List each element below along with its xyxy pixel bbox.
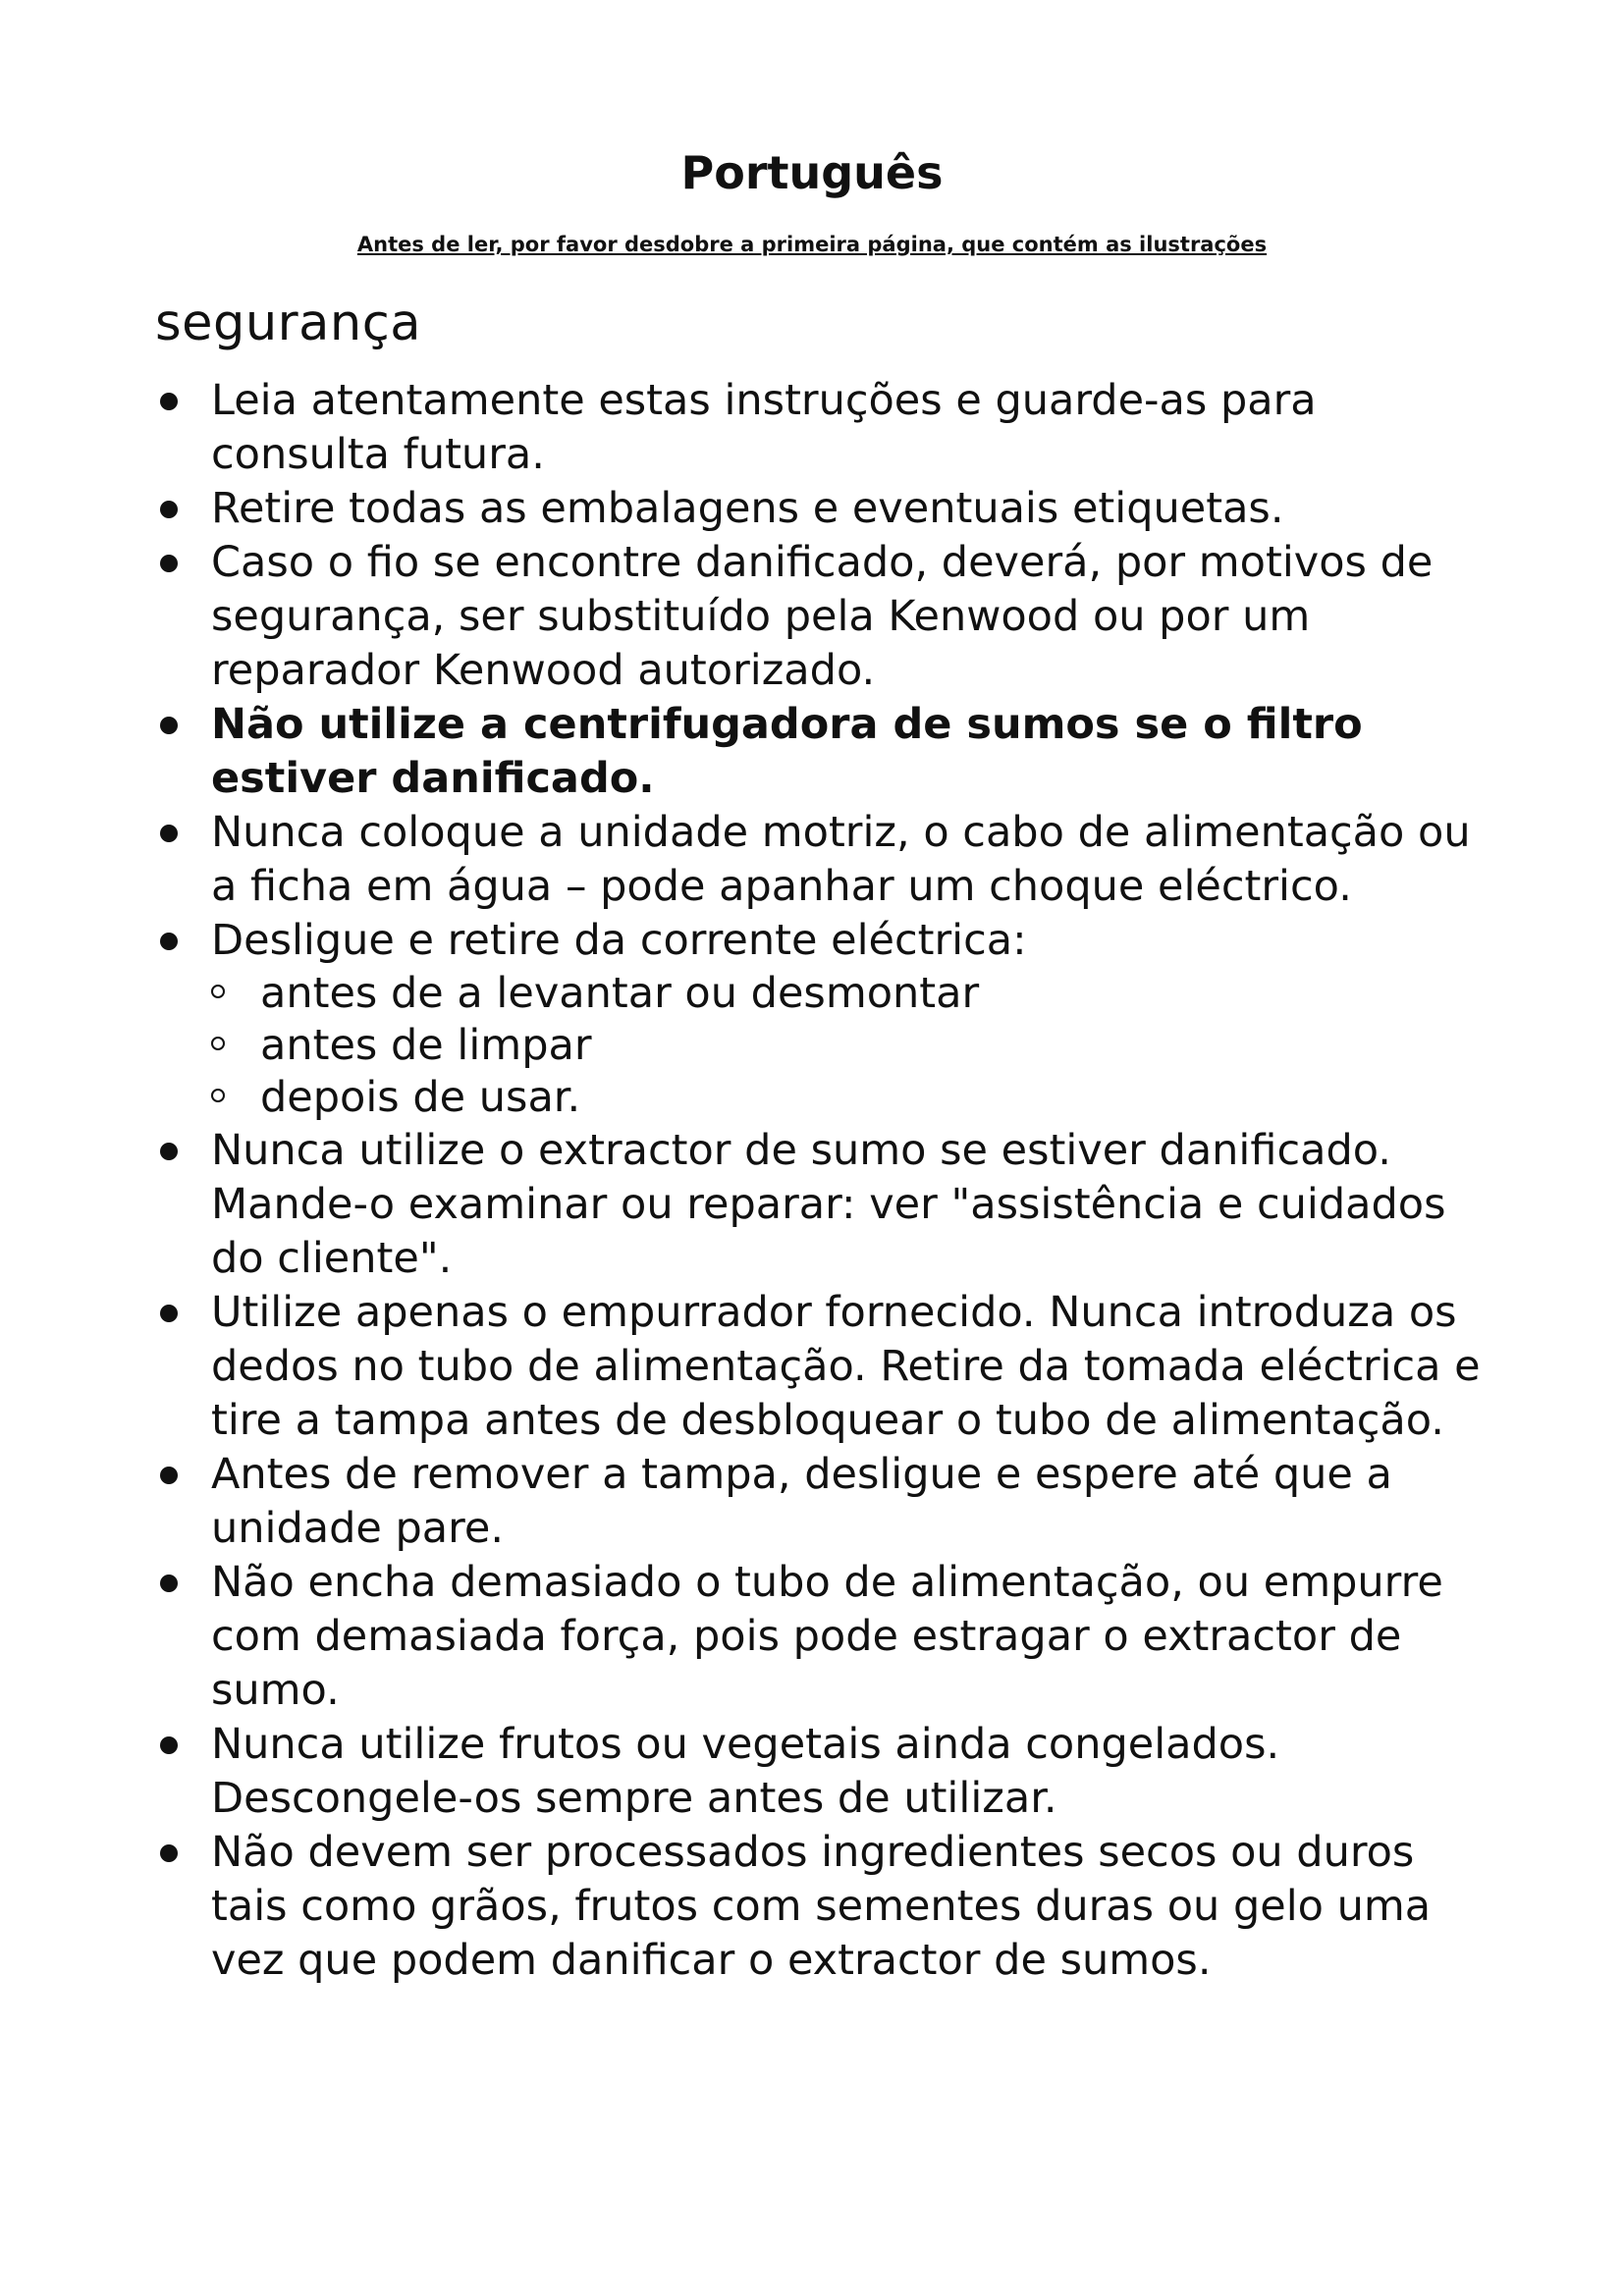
sub-item-text: antes de limpar xyxy=(260,1021,592,1070)
safety-item xyxy=(0,1718,1488,1826)
safety-item-warning xyxy=(0,698,1488,806)
safety-instructions-list xyxy=(0,374,1624,1988)
bullet-icon xyxy=(160,717,178,734)
safety-item xyxy=(0,482,1488,536)
safety-item-text: Caso o fio se encontre danificado, deverá, por motivos de segurança, ser substituído pela Kenwood ou por um reparador Kenwood autorizado. xyxy=(211,538,1434,695)
safety-item xyxy=(0,536,1488,698)
bullet-icon xyxy=(160,825,178,842)
safety-item xyxy=(0,806,1488,914)
bullet-icon xyxy=(160,1467,178,1484)
safety-item-text: Não encha demasiado o tubo de alimentação, ou empurre com demasiada força, pois pode estragar o extractor de sumo. xyxy=(211,1558,1443,1715)
sub-item-text: depois de usar. xyxy=(260,1073,581,1122)
safety-item xyxy=(0,374,1488,482)
safety-item-unplug xyxy=(0,914,1488,1124)
safety-item xyxy=(0,1556,1488,1718)
unplug-sub-list xyxy=(211,968,1488,1124)
safety-item-text: Utilize apenas o empurrador fornecido. Nunca introduza os dedos no tubo de alimentação. Retire da tomada eléctrica e tire a tampa antes de desbloquear o tubo de alimentação. xyxy=(211,1288,1481,1445)
safety-item-text: Desligue e retire da corrente eléctrica: xyxy=(211,916,1027,965)
bullet-icon xyxy=(160,1575,178,1592)
bullet-icon xyxy=(160,1844,178,1862)
safety-item-text: Nunca utilize o extractor de sumo se estiver danificado. Mande-o examinar ou reparar: ver "assistência e cuidados do cliente". xyxy=(211,1126,1446,1283)
sub-item xyxy=(211,968,1488,1020)
safety-item-text: Nunca utilize frutos ou vegetais ainda congelados. Descongele-os sempre antes de utilizar. xyxy=(211,1720,1280,1823)
hollow-bullet-icon xyxy=(211,1037,225,1050)
hollow-bullet-icon xyxy=(211,1089,225,1102)
bullet-icon xyxy=(160,393,178,410)
safety-item xyxy=(0,1286,1488,1448)
hollow-bullet-icon xyxy=(211,985,225,998)
safety-item-text: Nunca coloque a unidade motriz, o cabo de alimentação ou a ficha em água – pode apanhar um choque eléctrico. xyxy=(211,808,1471,911)
bullet-icon xyxy=(160,1736,178,1754)
safety-item xyxy=(0,1448,1488,1556)
safety-item-text: Retire todas as embalagens e eventuais etiquetas. xyxy=(211,484,1284,533)
safety-item-text: Antes de remover a tampa, desligue e espere até que a unidade pare. xyxy=(211,1450,1392,1553)
bullet-icon xyxy=(160,1143,178,1160)
safety-item-text: Não utilize a centrifugadora de sumos se o filtro estiver danificado. xyxy=(211,700,1363,803)
sub-item-text: antes de a levantar ou desmontar xyxy=(260,969,980,1018)
safety-item xyxy=(0,1124,1488,1286)
bullet-icon xyxy=(160,501,178,518)
safety-item-text: Leia atentamente estas instruções e guarde-as para consulta futura. xyxy=(211,376,1317,479)
sub-item xyxy=(211,1020,1488,1072)
safety-item-text: Não devem ser processados ingredientes secos ou duros tais como grãos, frutos com sementes duras ou gelo uma vez que podem danificar o extractor de sumos. xyxy=(211,1828,1432,1985)
safety-item xyxy=(0,1826,1488,1988)
unfold-instruction-note: Antes de ler, por favor desdobre a primeira página, que contém as ilustrações xyxy=(356,233,1268,256)
sub-item xyxy=(211,1072,1488,1124)
language-title: Português xyxy=(680,146,944,199)
bullet-icon xyxy=(160,1305,178,1322)
section-heading-safety: segurança xyxy=(155,294,421,352)
bullet-icon xyxy=(160,555,178,572)
bullet-icon xyxy=(160,933,178,950)
